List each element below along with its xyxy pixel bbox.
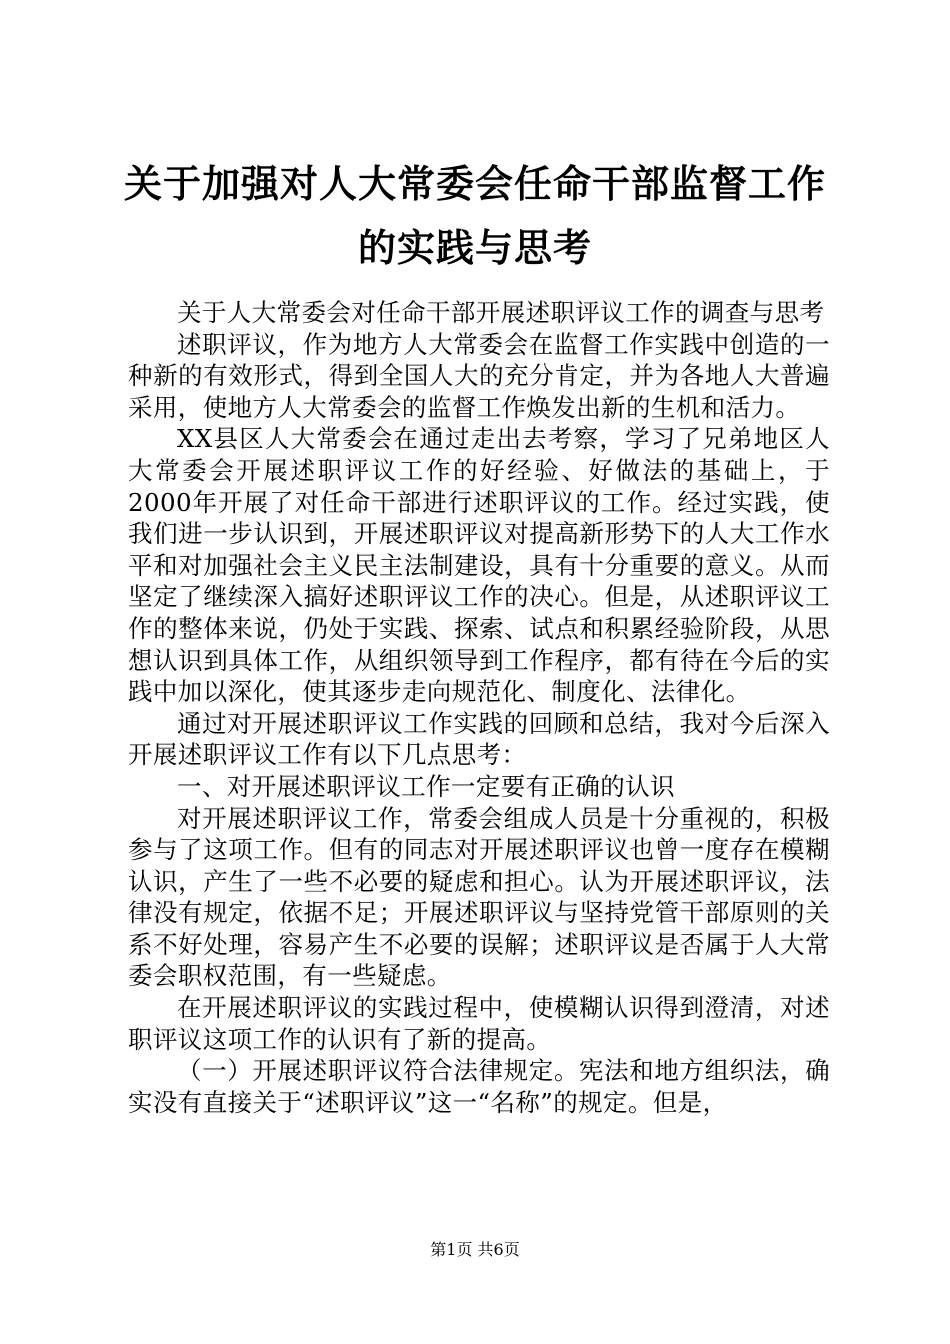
paragraph: 在开展述职评议的实践过程中，使模糊认识得到澄清，对述职评议这项工作的认识有了新的提高。 bbox=[128, 993, 830, 1054]
document-title: 关于加强对人大常委会任命干部监督工作的实践与思考 bbox=[123, 161, 826, 270]
paragraph: （一）开展述职评议符合法律规定。宪法和地方组织法，确实没有直接关于“述职评议”这一“名称”的规定。但是， bbox=[128, 1056, 830, 1117]
document-body bbox=[128, 297, 830, 1118]
section-heading: 一、对开展述职评议工作一定要有正确的认识 bbox=[177, 771, 675, 801]
paragraph: 述职评议，作为地方人大常委会在监督工作实践中创造的一种新的有效形式，得到全国人大的充分肯定，并为各地人大普遍采用，使地方人大常委会的监督工作焕发出新的生机和活力。 bbox=[128, 329, 830, 422]
paragraph: XX县区人大常委会在通过走出去考察，学习了兄弟地区人大常委会开展述职评议工作的好经验、好做法的基础上，于2000年开展了对任命干部进行述职评议的工作。经过实践，使我们进一步认识到，开展述职评议对提高新形势下的人大工作水平和对加强社会主义民主法制建设，具有十分重要的意义。从而坚定了继续深入搞好述职评议工作的决心。但是，从述职评议工作的整体来说，仍处于实践、探索、试点和积累经验阶段，从思想认识到具体工作，从组织领导到工作程序，都有待在今后的实践中加以深化，使其逐步走向规范化、制度化、法律化。 bbox=[128, 424, 830, 707]
paragraph: 对开展述职评议工作，常委会组成人员是十分重视的，积极参与了这项工作。但有的同志对开展述职评议也曾一度存在模糊认识，产生了一些不必要的疑虑和担心。认为开展述职评议，法律没有规定，依据不足；开展述职评议与坚持党管干部原则的关系不好处理，容易产生不必要的误解；述职评议是否属于人大常委会职权范围，有一些疑虑。 bbox=[128, 803, 830, 991]
paragraph: 关于人大常委会对任命干部开展述职评议工作的调查与思考 bbox=[177, 298, 825, 327]
page-number-footer: 第1页 共6页 bbox=[430, 1240, 520, 1259]
paragraph: 通过对开展述职评议工作实践的回顾和总结，我对今后深入开展述职评议工作有以下几点思考： bbox=[128, 708, 830, 770]
